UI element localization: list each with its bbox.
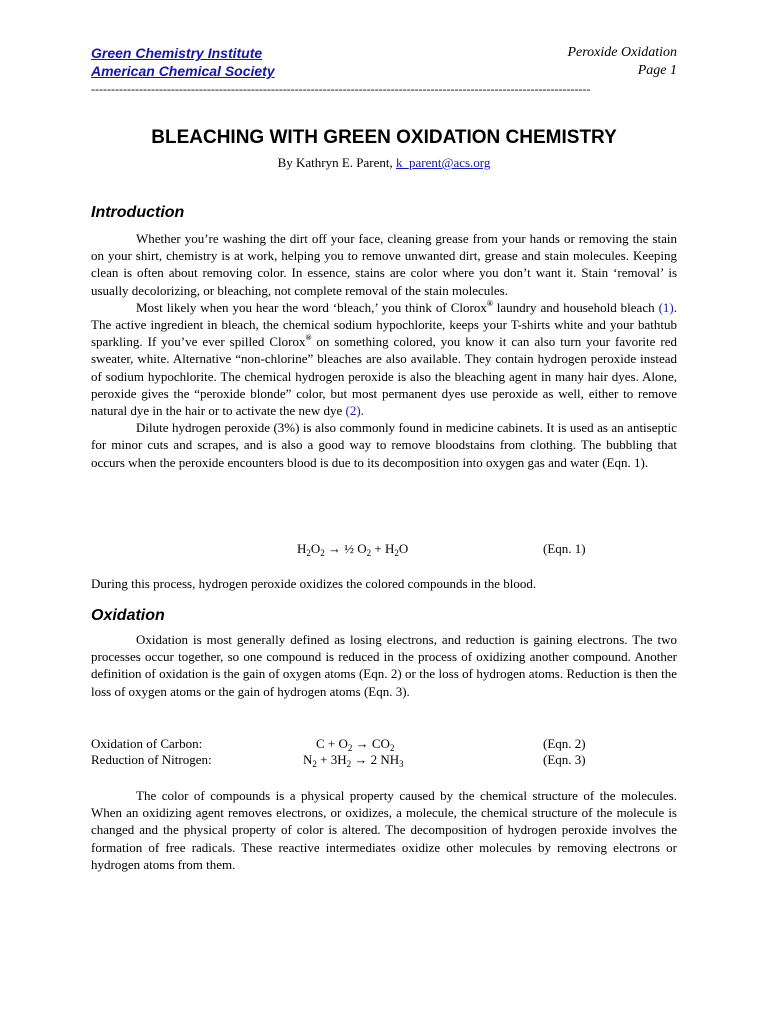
equation-2-name: Oxidation of Carbon: — [91, 736, 203, 751]
equation-2 — [316, 736, 394, 752]
intro-paragraph-4: During this process, hydrogen peroxide oxidizes the colored compounds in the blood. — [91, 576, 537, 591]
equation-3-name: Reduction of Nitrogen: — [91, 752, 212, 767]
section-heading-introduction: Introduction — [91, 204, 185, 221]
eq2-part: → CO — [352, 736, 390, 751]
header-page-info — [567, 44, 677, 80]
oxidation-paragraph-2: The color of compounds is a physical property caused by the chemical structure of the molecules. When an oxidizing agent removes electrons, or oxidizes, a molecule, the chemical structure of the molecule is changed and the physical property of color is altered. The decomposition of hydrogen peroxide involves the formation of free radicals. These reactive intermediates oxidize other molecules by removing electrons or hydrogen atoms from them. — [91, 788, 677, 872]
header-doc-title: Peroxide Oxidation — [567, 45, 677, 60]
eq1-part: O — [310, 541, 321, 556]
eq1-part: + H — [371, 541, 395, 556]
intro-paragraph-3: Dilute hydrogen peroxide (3%) is also commonly found in medicine cabinets. It is used as an antiseptic for minor cuts and scrapes, and is also a good way to remove bloodstains from clothing. The bubbling that occurs when the peroxide encounters blood is due to its decomposition into oxygen gas and water (Eqn. 1). — [91, 420, 677, 470]
intro-p2-text-c: . The active ingredient in bleach, the chemical sodium hypochlorite, keeps your T-shirts white and your bathtub sparkling. If you’ve ever spilled Clorox — [91, 299, 677, 350]
eq3-part: → 2 NH — [351, 752, 400, 767]
header-page-number: Page 1 — [637, 63, 677, 78]
org-link-american-chemical-society[interactable]: American Chemical Society — [91, 63, 275, 79]
eq3-sub: 2 — [346, 759, 352, 769]
eq1-sub: 2 — [394, 548, 399, 558]
eq3-sub: 2 — [312, 759, 317, 769]
eq3-sub: 3 — [399, 759, 404, 769]
eq1-sub: 2 — [366, 548, 372, 558]
intro-p2-text-e: . — [360, 403, 364, 419]
oxidation-body-2 — [91, 787, 677, 873]
document-title: BLEACHING WITH GREEN OXIDATION CHEMISTRY — [151, 127, 617, 148]
reference-link-1[interactable]: (1) — [658, 299, 674, 315]
eq1-part: O — [398, 541, 409, 556]
intro-p2-text-b: laundry and household bleach — [492, 299, 659, 315]
equation-1-label: (Eqn. 1) — [543, 541, 586, 556]
eq2-part: C + O — [316, 736, 348, 751]
eq2-sub: 2 — [389, 743, 395, 753]
byline — [0, 155, 768, 171]
oxidation-paragraph-1: Oxidation is most generally defined as losing electrons, and reduction is gaining electrons. The two processes occur together, so one compound is reduced in the process of oxidizing another compound. Another definition of oxidation is the gain of oxygen atoms (Eqn. 2) or the loss of hydrogen atoms. Reduction is then the loss of oxygen atoms or the gain of hydrogen atoms (Eqn. 3). — [91, 632, 677, 699]
equation-2-label: (Eqn. 2) — [543, 736, 586, 751]
equation-3-label: (Eqn. 3) — [543, 752, 586, 767]
registered-mark-2: ® — [305, 333, 312, 343]
eq3-part: N — [303, 752, 313, 767]
eq1-part: → ½ O — [324, 541, 367, 556]
intro-paragraph-2 — [91, 299, 677, 419]
intro-p2-text-d: on something colored, you know it can also turn your favorite red sweater, white. Alternative “non-chlorine” bleaches are also available. They contain hydrogen peroxide instead of sodium hypochlorite. The chemical hydrogen peroxide is also the bleaching agent in many hair dyes. Alone, peroxide gives the “peroxide blonde” color, but most permanent dyes use peroxide as well, either to remove natural dye in the hair or to activate the new dye — [91, 334, 677, 419]
intro-conclusion — [91, 575, 677, 592]
header-organizations — [91, 44, 275, 80]
intro-p2-text-a: Most likely when you hear the word ‘bleach,’ you think of Clorox — [136, 299, 487, 315]
intro-body — [91, 230, 677, 471]
eq1-part: H — [297, 541, 307, 556]
intro-paragraph-1: Whether you’re washing the dirt off your face, cleaning grease from your hands or removing the stain on your shirt, chemistry is at work, helping you to remove unwanted dirt, grease and stain molecules. Keeping clean is often about removing color. In essence, stains are color where you don’t want it. Stain ‘removal’ is usually decolorizing, or bleaching, not complete removal of the stain molecules. — [91, 231, 677, 298]
eq3-part: + 3H — [316, 752, 347, 767]
section-heading-oxidation: Oxidation — [91, 607, 165, 624]
author-email-link[interactable]: k_parent@acs.org — [396, 155, 491, 170]
registered-mark: ® — [486, 298, 493, 308]
reference-link-2[interactable]: (2) — [345, 403, 361, 419]
equation-3 — [303, 752, 404, 768]
equation-1 — [297, 541, 408, 557]
oxidation-body — [91, 631, 677, 700]
header-divider: ----------------------------------------------------------------------------------------------------------------------------- — [91, 83, 591, 95]
org-link-green-chemistry-institute[interactable]: Green Chemistry Institute — [91, 45, 263, 61]
byline-author: By Kathryn E. Parent, — [277, 155, 396, 170]
eq1-sub: 2 — [306, 548, 311, 558]
eq1-sub: 2 — [320, 548, 325, 558]
eq2-sub: 2 — [347, 743, 353, 753]
